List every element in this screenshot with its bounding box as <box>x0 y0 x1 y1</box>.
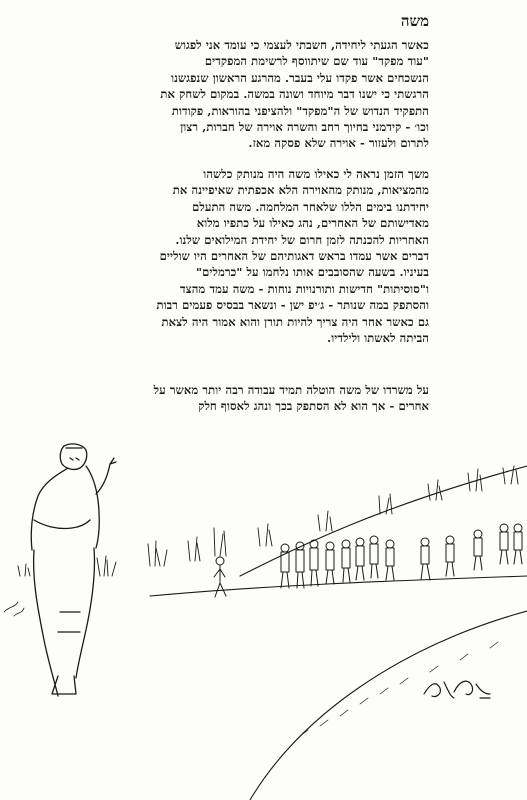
ground-line <box>150 576 527 596</box>
text-line: הרגשתי כי ישנו דבר מיוחד ושונה במשה. במקום לשחק את <box>160 87 429 102</box>
marching-column <box>214 524 522 597</box>
hill-outline <box>240 466 527 576</box>
soldier-figure <box>370 536 378 578</box>
text-line: והסתפק במה שנותר - ג׳יפ ישן - ונשאר בבסיס פעמים רבות <box>156 298 429 313</box>
soldier-figure <box>474 530 482 570</box>
soldier-figure <box>342 540 350 582</box>
text-line: וכו׳ - קידמני בחיוך רחב והשרה אוירה של חברות, רצון <box>180 120 429 135</box>
text-line: האחריות להכנתה לזמן חרום של יחידת המילואים שלנו. <box>175 232 429 247</box>
text-line: בעיניו. בשעה שהסובבים אותו נלחמו על "כרמלים" <box>195 265 429 280</box>
text-line: גם כאשר אחר היה צריך להיות תורן והוא אמור היה לצאת <box>161 314 429 329</box>
soldier-figure <box>310 540 318 586</box>
sketch-illustration <box>0 436 527 800</box>
text-line: אחרים - אך הוא לא הסתפק בכך ונהג לאסוף חלק <box>198 399 429 414</box>
soldier-figure <box>386 540 394 580</box>
soldier-figure <box>421 538 430 580</box>
soldier-figure <box>500 524 508 564</box>
soldier-figure <box>326 542 334 584</box>
text-line: הביתה לאשתו ולילדיו. <box>327 331 429 346</box>
text-line: כאשר הגעתי ליחידה, חשבתי לעצמי כי עומד אני לפגוש <box>174 38 429 52</box>
text-line: משך הזמן נראה לי כאילו משה היה מנותק כלשהו <box>203 167 429 181</box>
paragraph-1 <box>99 37 429 152</box>
soldier-figure <box>296 542 304 588</box>
text-line: יחידתנו בימים הללו שלאחר המלחמה. משה התעלם <box>192 199 429 214</box>
text-line: לתרום ולעזור - אוירה שלא פסקה מאז. <box>248 136 429 151</box>
paragraph-3 <box>99 382 429 415</box>
text-line: "עוד מפקד" עוד שם שיתווסף לרשימת המפקדים <box>204 54 429 69</box>
soldier-figure <box>514 524 522 564</box>
text-line: מאדישותם של האחרים, נהג כאילו על כתפיו מלוא <box>196 216 429 231</box>
text-line: הנשכחים אשר פקדו עלי בעבר. מהרגע הראשון שנפגשנו <box>171 70 429 85</box>
plant-sketch <box>4 602 24 616</box>
artist-signature <box>418 668 496 708</box>
soldier-figure <box>281 544 289 588</box>
paragraph-2 <box>99 166 429 346</box>
vegetation <box>18 466 518 576</box>
text-line: על משרדו של משה הוטלה תמיד עבודה רבה יותר מאשר על <box>153 383 429 397</box>
text-line: מהמציאות, מנותק מהאוירה הלא אכפתית שאיפיינה את <box>172 183 429 198</box>
soldier-figure <box>446 536 454 576</box>
soldier-figure <box>356 538 364 580</box>
foreground-figure <box>31 444 116 696</box>
text-line: התפקיד הנדוש של ה"מפקד" ולהציפני בהוראות, פקודות <box>171 103 429 118</box>
text-line: ו"סוסיתות" חדישות ותורנויות נוחות - משה עמד מהצד <box>179 281 429 296</box>
text-line: דברים אשר עמדו בראש דאגותיהם של האחרים היו שוליים <box>159 249 429 264</box>
page-title: משה <box>400 12 429 30</box>
